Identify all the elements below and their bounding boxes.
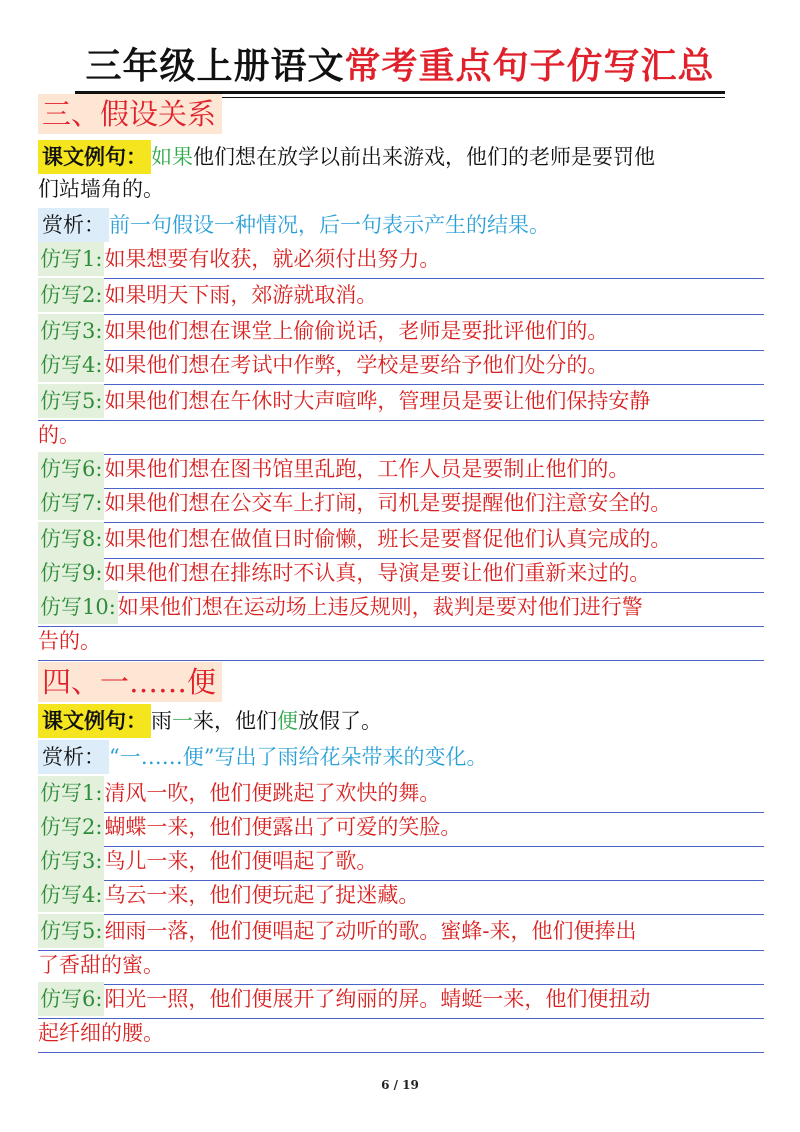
practice-label: 仿写1: [38,242,104,276]
practice-label: 仿写3: [38,314,104,348]
example-label: 课文例句： [38,704,151,738]
section-heading-4: 四、一……便 [38,662,222,702]
practice-label: 仿写7: [38,486,104,520]
practice-label: 仿写5: [38,914,104,948]
analysis-label: 赏析： [38,208,109,242]
practice-text: 清风一吹，他们便跳起了欢快的舞。 [104,781,441,805]
practice-text: 细雨一落，他们便唱起了动听的歌。蜜蜂-来，他们便捧出 [104,919,637,943]
example-text: 他们想在放学以前出来游戏，他们的老师是要罚他 [193,145,655,169]
page-number: 6 / 19 [381,1078,419,1092]
example-text-a: 雨 [151,709,172,733]
practice-text: 如果明天下雨，郊游就取消。 [104,283,378,307]
example-keyword-1: 一 [172,709,193,733]
practice-text: 鸟儿一来，他们便唱起了歌。 [104,849,378,873]
practice-label: 仿写5: [38,384,104,418]
practice-row [38,878,764,915]
section3-example-line1 [38,140,764,176]
analysis-text: “一……便”写出了雨给花朵带来的变化。 [109,745,488,769]
practice-row [38,348,764,385]
practice-text: 如果他们想在排练时不认真，导演是要让他们重新来过的。 [104,561,651,585]
practice-row [38,486,764,523]
title-part1: 三年级上册语文 [85,45,345,87]
section3-analysis [38,208,764,244]
practice-row [38,242,764,279]
practice-label: 仿写9: [38,556,104,590]
practice-label: 仿写10: [38,590,118,624]
practice-text-cont: 起纤细的腰。 [38,1021,164,1045]
practice-row [38,982,764,1019]
practice-row [38,590,764,627]
practice-text: 如果他们想在课堂上偷偷说话，老师是要批评他们的。 [104,319,609,343]
analysis-label: 赏析： [38,740,109,774]
section4-analysis [38,740,764,776]
example-label: 课文例句： [38,140,151,174]
practice-row [38,522,764,559]
practice-text: 如果想要有收获，就必须付出努力。 [104,247,441,271]
practice-label: 仿写4: [38,878,104,912]
example-text-cont: 们站墙角的。 [38,177,164,201]
practice-label: 仿写2: [38,278,104,312]
section-heading-3: 三、假设关系 [38,94,222,134]
title-part2: 常考重点句子仿写汇总 [344,45,715,87]
practice-row [38,452,764,489]
practice-label: 仿写6: [38,452,104,486]
practice-text: 如果他们想在午休时大声喧哗，管理员是要让他们保持安静 [104,389,651,413]
practice-text: 如果他们想在公交车上打闹，司机是要提醒他们注意安全的。 [104,491,672,515]
practice-row-cont [38,1016,764,1053]
practice-text: 如果他们想在做值日时偷懒，班长是要督促他们认真完成的。 [104,527,672,551]
example-text-b: 来，他们 [193,709,277,733]
practice-label: 仿写2: [38,810,104,844]
practice-row [38,384,764,421]
practice-row-cont [38,624,764,661]
practice-text: 乌云一来，他们便玩起了捉迷藏。 [104,883,420,907]
section3-example-line2 [38,172,764,208]
practice-row [38,278,764,315]
practice-label: 仿写8: [38,522,104,556]
practice-row [38,314,764,351]
practice-label: 仿写6: [38,982,104,1016]
section4-example [38,704,764,740]
practice-row-cont [38,418,764,455]
practice-row [38,844,764,881]
practice-row [38,556,764,593]
example-text-c: 放假了。 [298,709,382,733]
practice-text: 如果他们想在运动场上违反规则，裁判是要对他们进行警 [117,595,643,619]
example-keyword: 如果 [151,145,193,169]
practice-text-cont: 告的。 [38,629,101,653]
practice-label: 仿写1: [38,776,104,810]
practice-row-cont [38,948,764,985]
practice-label: 仿写4: [38,348,104,382]
practice-text-cont: 的。 [38,423,80,447]
practice-row [38,810,764,847]
practice-row [38,914,764,951]
practice-text: 如果他们想在考试中作弊，学校是要给予他们处分的。 [104,353,609,377]
practice-text: 阳光一照，他们便展开了绚丽的屏。蜻蜓一来，他们便扭动 [104,987,651,1011]
practice-text-cont: 了香甜的蜜。 [38,953,164,977]
example-keyword-2: 便 [277,709,298,733]
practice-label: 仿写3: [38,844,104,878]
practice-text: 如果他们想在图书馆里乱跑，工作人员是要制止他们的。 [104,457,630,481]
practice-text: 蝴蝶一来，他们便露出了可爱的笑脸。 [104,815,462,839]
practice-row [38,776,764,813]
page-title [0,40,800,92]
analysis-text: 前一句假设一种情况，后一句表示产生的结果。 [109,213,550,237]
